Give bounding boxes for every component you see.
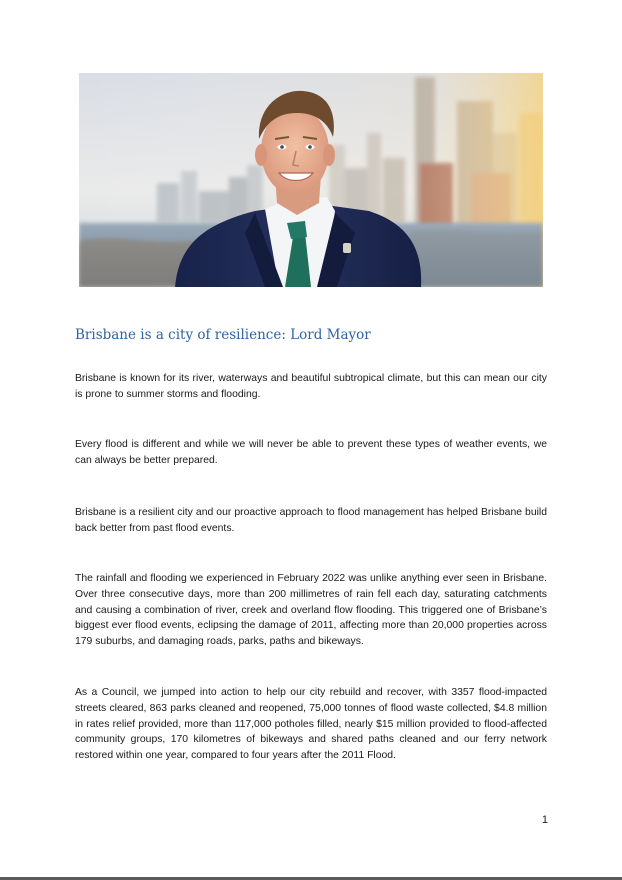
body-paragraph: As a Council, we jumped into action to help our city rebuild and recover, with 3357 flood-impacted streets cleared, 863 parks cleaned and reopened, 75,000 tonnes of flood waste collected, $4.8 million in rates relief provided, more than 117,000 potholes filled, nearly $15 million provided to flood-affected community groups, 170 kilometres of bikeways and shared paths cleaned and our ferry network restored within one year, compared to four years after the 2011 Flood. [75,687,547,762]
body-paragraph: Brisbane is known for its river, waterways and beautiful subtropical climate, but this can mean our city is prone to summer storms and flooding. [75,373,547,400]
body-paragraph: Brisbane is a resilient city and our proactive approach to flood management has helped Brisbane build back better from past flood events. [75,507,547,534]
page-title: Brisbane is a city of resilience: Lord Mayor [75,327,371,343]
page-number: 1 [541,814,548,826]
body-paragraph: The rainfall and flooding we experienced in February 2022 was unlike anything ever seen in Brisbane. Over three consecutive days, more than 200 millimetres of rain fell each day, saturating catchments and causing a combination of river, creek and overland flow flooding. This triggered one of Brisbane’s biggest ever flood events, eclipsing the damage of 2011, affecting more than 20,000 properties across 179 suburbs, and damaging roads, parks, paths and bikeways. [75,573,547,648]
body-paragraph: Every flood is different and while we will never be able to prevent these types of weather events, we can always be better prepared. [75,439,547,466]
lord-mayor-photo [79,73,543,287]
